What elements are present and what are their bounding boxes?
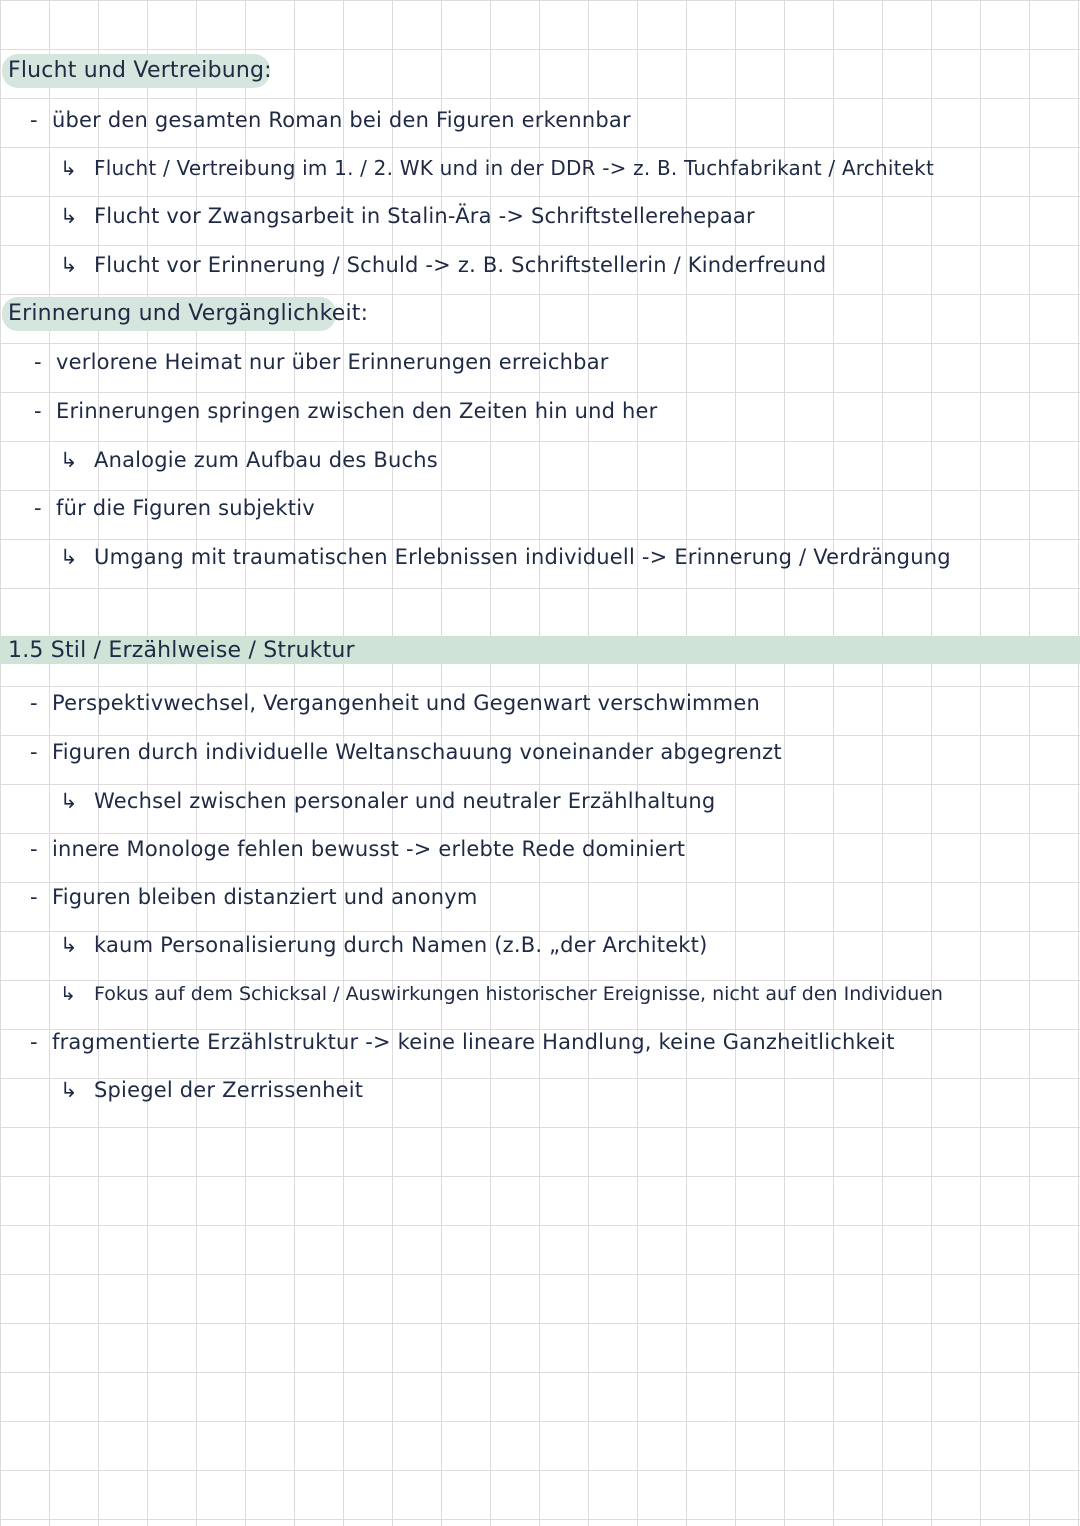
note-text: kaum Personalisierung durch Namen (z.B. „der Architekt) [94,933,708,957]
note-line [60,153,934,183]
note-text: Erinnerungen springen zwischen den Zeiten hin und her [56,399,658,423]
note-line [34,493,315,523]
note-line [30,105,631,135]
hook-arrow-icon: ↳ [60,1078,78,1102]
note-text: über den gesamten Roman bei den Figuren erkennbar [52,108,631,132]
note-line [60,250,826,280]
note-line [60,979,943,1009]
dash-bullet: - [34,496,42,520]
note-text: Figuren bleiben distanziert und anonym [52,885,478,909]
note-text: Perspektivwechsel, Vergangenheit und Gegenwart verschwimmen [52,691,760,715]
note-line [60,201,755,231]
note-line [30,834,685,864]
note-line [30,1027,895,1057]
dash-bullet: - [30,1030,38,1054]
dash-bullet: - [30,837,38,861]
note-line [30,882,478,912]
note-line [60,445,438,475]
note-text: Analogie zum Aufbau des Buchs [94,448,438,472]
dash-bullet: - [30,885,38,909]
note-text: fragmentierte Erzählstruktur -> keine lineare Handlung, keine Ganzheitlichkeit [52,1030,895,1054]
note-text: Flucht vor Zwangsarbeit in Stalin-Ära -> Schriftstellerehepaar [94,204,755,228]
note-line [30,737,782,767]
note-line [34,396,658,426]
section-heading-stil: 1.5 Stil / Erzählweise / Struktur [8,638,355,663]
note-text: Figuren durch individuelle Weltanschauung voneinander abgegrenzt [52,740,782,764]
note-line [60,930,708,960]
hook-arrow-icon: ↳ [60,448,78,472]
note-line [60,542,951,572]
note-text: Flucht / Vertreibung im 1. / 2. WK und in der DDR -> z. B. Tuchfabrikant / Architekt [94,156,934,180]
note-line [60,786,715,816]
note-line [30,688,760,718]
hook-arrow-icon: ↳ [60,253,78,277]
dash-bullet: - [30,740,38,764]
hook-arrow-icon: ↳ [60,545,78,569]
section-heading-erinnerung: Erinnerung und Vergänglichkeit: [8,301,369,326]
note-text: verlorene Heimat nur über Erinnerungen erreichbar [56,350,609,374]
note-text: Wechsel zwischen personaler und neutraler Erzählhaltung [94,789,716,813]
hook-arrow-icon: ↳ [60,789,78,813]
hook-arrow-icon: ↳ [60,156,77,180]
hook-arrow-icon: ↳ [60,933,78,957]
dash-bullet: - [30,108,38,132]
note-text: innere Monologe fehlen bewusst -> erlebte Rede dominiert [52,837,686,861]
note-line [60,1075,363,1105]
note-line [34,347,609,377]
hook-arrow-icon: ↳ [60,983,76,1005]
dash-bullet: - [30,691,38,715]
section-heading-flucht: Flucht und Vertreibung: [8,58,272,83]
note-text: Spiegel der Zerrissenheit [94,1078,364,1102]
note-text: Umgang mit traumatischen Erlebnissen individuell -> Erinnerung / Verdrängung [94,545,951,569]
note-text: für die Figuren subjektiv [56,496,315,520]
dash-bullet: - [34,399,42,423]
note-text: Flucht vor Erinnerung / Schuld -> z. B. Schriftstellerin / Kinderfreund [94,253,827,277]
hook-arrow-icon: ↳ [60,204,78,228]
dash-bullet: - [34,350,42,374]
note-text: Fokus auf dem Schicksal / Auswirkungen historischer Ereignisse, nicht auf den Individuen [94,983,943,1005]
